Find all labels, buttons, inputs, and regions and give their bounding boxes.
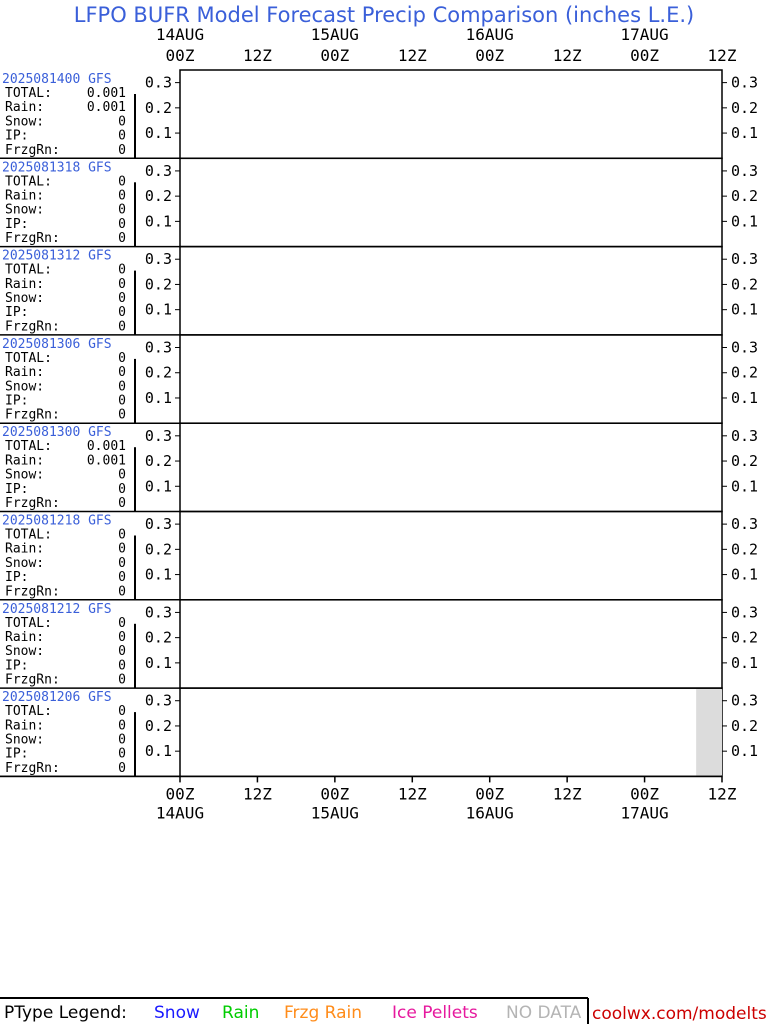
y-tick-label-right: 0.3 xyxy=(731,603,759,622)
y-tick-label-right: 0.2 xyxy=(731,187,759,206)
y-tick-label-right: 0.1 xyxy=(731,300,759,319)
top-x-tick-label: 12Z xyxy=(397,46,427,65)
field-label: FrzgRn: xyxy=(5,319,60,335)
legend-item: Rain xyxy=(222,1003,260,1023)
field-value: 0 xyxy=(118,305,126,321)
field-label: TOTAL: xyxy=(5,174,52,190)
field-value: 0 xyxy=(118,570,126,586)
top-x-tick-label: 12Z xyxy=(242,46,272,65)
field-value: 0 xyxy=(118,142,126,158)
y-tick-label-right: 0.2 xyxy=(731,452,759,471)
field-value: 0 xyxy=(118,188,126,204)
field-label: IP: xyxy=(5,216,29,232)
field-label: Rain: xyxy=(5,453,45,469)
y-tick-label-left: 0.2 xyxy=(144,363,172,382)
field-value: 0.001 xyxy=(86,453,126,469)
plot-frame xyxy=(180,335,722,423)
field-label: TOTAL: xyxy=(5,527,52,543)
model-run-panels xyxy=(0,70,758,776)
field-value: 0 xyxy=(118,174,126,190)
top-x-tick-label: 00Z xyxy=(475,46,505,65)
field-label: TOTAL: xyxy=(5,704,52,720)
y-tick-label-left: 0.3 xyxy=(144,426,172,445)
bottom-x-tick-label: 12Z xyxy=(242,784,272,804)
bottom-x-tick-label: 00Z xyxy=(320,784,350,804)
y-tick-label-left: 0.3 xyxy=(144,161,172,180)
field-value: 0 xyxy=(118,658,126,674)
run-label: 2025081318 GFS xyxy=(2,160,112,176)
field-label: Rain: xyxy=(5,718,45,734)
y-tick-label-left: 0.3 xyxy=(144,250,172,269)
y-tick-label-right: 0.1 xyxy=(731,742,759,761)
field-label: Snow: xyxy=(5,732,45,748)
field-label: TOTAL: xyxy=(5,615,52,631)
plot-frame xyxy=(180,247,722,335)
field-value: 0.001 xyxy=(86,439,126,455)
top-date-label: 17AUG xyxy=(620,25,669,44)
model-run-panel xyxy=(0,70,758,158)
field-value: 0 xyxy=(118,350,126,366)
y-tick-label-left: 0.1 xyxy=(144,565,172,584)
top-date-label: 14AUG xyxy=(155,25,205,44)
top-date-label: 15AUG xyxy=(310,25,359,44)
nodata-bar xyxy=(709,689,722,775)
y-tick-label-right: 0.2 xyxy=(731,98,759,117)
run-label: 2025081306 GFS xyxy=(2,336,112,352)
model-run-panel xyxy=(0,158,758,246)
legend-item: Snow xyxy=(154,1003,200,1023)
field-value: 0 xyxy=(118,467,126,483)
chart-title: LFPO BUFR Model Forecast Precip Comparison (inches L.E.) xyxy=(73,3,695,27)
y-tick-label-left: 0.2 xyxy=(144,98,172,117)
bottom-x-tick-label: 00Z xyxy=(165,784,195,804)
plot-frame xyxy=(180,70,722,158)
plot-frame xyxy=(180,688,722,776)
bottom-x-tick-label: 12Z xyxy=(707,784,737,804)
field-label: FrzgRn: xyxy=(5,407,60,423)
y-tick-label-left: 0.3 xyxy=(144,691,172,710)
field-label: TOTAL: xyxy=(5,86,52,101)
top-x-tick-label: 12Z xyxy=(707,46,737,65)
field-label: FrzgRn: xyxy=(5,142,60,158)
nodata-bar xyxy=(696,689,709,775)
field-label: Snow: xyxy=(5,644,45,660)
field-label: FrzgRn: xyxy=(5,584,60,600)
plot-frame xyxy=(180,512,722,600)
top-time-axis xyxy=(156,25,737,65)
field-value: 0 xyxy=(118,393,126,409)
bottom-date-label: 14AUG xyxy=(155,803,205,823)
field-value: 0 xyxy=(118,615,126,631)
field-label: Rain: xyxy=(5,365,45,381)
run-label: 2025081212 GFS xyxy=(2,601,112,617)
y-tick-label-right: 0.2 xyxy=(731,540,759,559)
y-tick-label-right: 0.3 xyxy=(731,426,759,445)
field-value: 0.001 xyxy=(86,86,126,101)
field-value: 0 xyxy=(118,630,126,645)
field-label: FrzgRn: xyxy=(5,496,60,511)
bottom-x-tick-label: 12Z xyxy=(552,784,582,804)
y-tick-label-left: 0.3 xyxy=(144,515,172,534)
field-value: 0 xyxy=(118,379,126,395)
plot-frame xyxy=(180,423,722,511)
y-tick-label-left: 0.2 xyxy=(144,716,172,735)
y-tick-label-right: 0.2 xyxy=(731,716,759,735)
field-label: Snow: xyxy=(5,114,45,130)
legend-item: Ice Pellets xyxy=(392,1003,478,1023)
y-tick-label-right: 0.1 xyxy=(731,124,759,143)
y-tick-label-left: 0.2 xyxy=(144,187,172,206)
field-value: 0 xyxy=(118,319,126,335)
run-label: 2025081300 GFS xyxy=(2,425,112,441)
y-tick-label-left: 0.3 xyxy=(144,338,172,357)
field-value: 0 xyxy=(118,746,126,762)
plot-frame xyxy=(180,158,722,246)
legend-item: Frzg Rain xyxy=(284,1003,363,1023)
bottom-x-tick-label: 00Z xyxy=(630,784,660,804)
field-label: Rain: xyxy=(5,541,45,557)
field-label: IP: xyxy=(5,393,29,409)
model-run-panel xyxy=(0,600,758,688)
field-label: Snow: xyxy=(5,467,45,483)
y-tick-label-right: 0.1 xyxy=(731,565,759,584)
field-label: Rain: xyxy=(5,630,45,645)
field-label: Snow: xyxy=(5,291,45,306)
field-value: 0 xyxy=(118,732,126,748)
y-tick-label-left: 0.1 xyxy=(144,124,172,143)
field-label: TOTAL: xyxy=(5,262,52,278)
field-value: 0 xyxy=(118,231,126,247)
y-tick-label-right: 0.1 xyxy=(731,653,759,672)
run-label: 2025081400 GFS xyxy=(2,72,112,87)
bottom-date-label: 17AUG xyxy=(620,803,669,823)
run-label: 2025081206 GFS xyxy=(2,690,112,706)
field-label: FrzgRn: xyxy=(5,231,60,247)
plot-frame xyxy=(180,600,722,688)
field-value: 0 xyxy=(118,541,126,557)
bottom-date-label: 15AUG xyxy=(310,803,359,823)
field-value: 0 xyxy=(118,704,126,720)
field-value: 0 xyxy=(118,644,126,660)
field-label: Snow: xyxy=(5,555,45,571)
field-label: Snow: xyxy=(5,379,45,395)
field-value: 0 xyxy=(118,584,126,600)
field-value: 0 xyxy=(118,128,126,144)
field-value: 0 xyxy=(118,262,126,278)
y-tick-label-left: 0.2 xyxy=(144,275,172,294)
field-value: 0 xyxy=(118,407,126,423)
y-tick-label-left: 0.1 xyxy=(144,477,172,496)
bottom-x-tick-label: 12Z xyxy=(397,784,427,804)
field-value: 0 xyxy=(118,114,126,130)
run-label: 2025081312 GFS xyxy=(2,248,112,264)
y-tick-label-left: 0.3 xyxy=(144,73,172,92)
field-value: 0 xyxy=(118,760,126,776)
y-tick-label-right: 0.1 xyxy=(731,388,759,407)
field-label: IP: xyxy=(5,746,29,762)
model-run-panel xyxy=(0,423,758,511)
top-x-tick-label: 00Z xyxy=(165,46,195,65)
legend-item: NO DATA xyxy=(506,1003,582,1023)
y-tick-label-left: 0.1 xyxy=(144,742,172,761)
field-value: 0 xyxy=(118,365,126,381)
field-label: Rain: xyxy=(5,276,45,292)
y-tick-label-left: 0.2 xyxy=(144,540,172,559)
field-label: IP: xyxy=(5,570,29,586)
field-label: IP: xyxy=(5,658,29,674)
y-tick-label-right: 0.3 xyxy=(731,515,759,534)
y-tick-label-right: 0.3 xyxy=(731,338,759,357)
site-credit: coolwx.com/modelts xyxy=(592,1004,767,1024)
field-value: 0 xyxy=(118,496,126,511)
model-run-panel xyxy=(0,512,758,600)
top-date-label: 16AUG xyxy=(465,25,514,44)
y-tick-label-left: 0.1 xyxy=(144,300,172,319)
bottom-time-axis xyxy=(0,776,737,822)
field-label: TOTAL: xyxy=(5,350,52,366)
field-label: FrzgRn: xyxy=(5,760,60,776)
legend-label: PType Legend: xyxy=(4,1003,127,1023)
model-run-panel xyxy=(0,688,758,776)
field-value: 0 xyxy=(118,555,126,571)
model-run-panel xyxy=(0,247,758,335)
y-tick-label-left: 0.1 xyxy=(144,212,172,231)
y-tick-label-right: 0.2 xyxy=(731,363,759,382)
y-tick-label-right: 0.2 xyxy=(731,275,759,294)
field-value: 0 xyxy=(118,216,126,232)
ptype-legend xyxy=(0,998,767,1024)
field-label: TOTAL: xyxy=(5,439,52,455)
field-label: IP: xyxy=(5,481,29,497)
field-value: 0 xyxy=(118,718,126,734)
bottom-x-tick-label: 00Z xyxy=(475,784,505,804)
y-tick-label-left: 0.1 xyxy=(144,388,172,407)
field-label: IP: xyxy=(5,305,29,321)
field-value: 0 xyxy=(118,202,126,218)
y-tick-label-right: 0.3 xyxy=(731,691,759,710)
model-run-panel xyxy=(0,335,758,423)
y-tick-label-left: 0.2 xyxy=(144,628,172,647)
run-label: 2025081218 GFS xyxy=(2,513,112,529)
field-label: Rain: xyxy=(5,100,45,116)
field-label: IP: xyxy=(5,128,29,144)
bottom-date-label: 16AUG xyxy=(465,803,514,823)
field-value: 0 xyxy=(118,672,126,688)
field-value: 0.001 xyxy=(86,100,126,116)
y-tick-label-right: 0.1 xyxy=(731,477,759,496)
field-label: Rain: xyxy=(5,188,45,204)
y-tick-label-left: 0.2 xyxy=(144,452,172,471)
field-value: 0 xyxy=(118,291,126,306)
y-tick-label-right: 0.3 xyxy=(731,250,759,269)
top-x-tick-label: 12Z xyxy=(552,46,582,65)
y-tick-label-left: 0.1 xyxy=(144,653,172,672)
field-label: Snow: xyxy=(5,202,45,218)
field-value: 0 xyxy=(118,481,126,497)
y-tick-label-right: 0.3 xyxy=(731,73,759,92)
y-tick-label-right: 0.2 xyxy=(731,628,759,647)
y-tick-label-right: 0.3 xyxy=(731,161,759,180)
top-x-tick-label: 00Z xyxy=(320,46,350,65)
field-value: 0 xyxy=(118,276,126,292)
y-tick-label-left: 0.3 xyxy=(144,603,172,622)
top-x-tick-label: 00Z xyxy=(630,46,660,65)
field-value: 0 xyxy=(118,527,126,543)
field-label: FrzgRn: xyxy=(5,672,60,688)
y-tick-label-right: 0.1 xyxy=(731,212,759,231)
